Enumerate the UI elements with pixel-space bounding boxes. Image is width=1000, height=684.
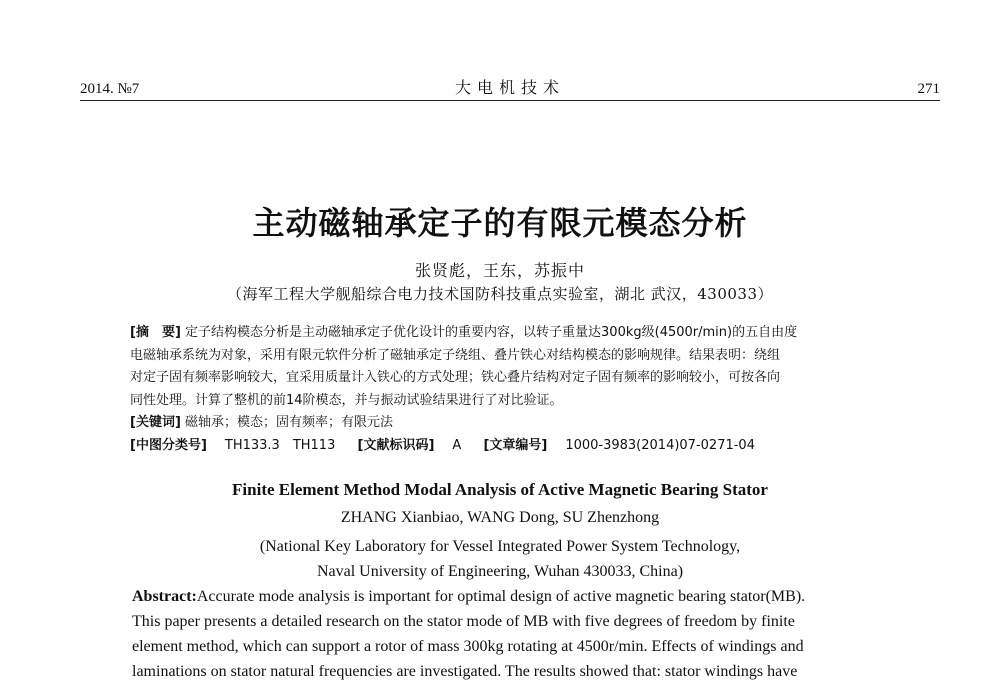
english-authors: ZHANG Xianbiao, WANG Dong, SU Zhenzhong xyxy=(340,509,660,526)
article-no-label: [文章编号] xyxy=(483,437,548,453)
english-abstract-block xyxy=(132,584,892,684)
abstract-line: 同性处理。计算了整机的前14阶模态，并与振动试验结果进行了对比验证。 xyxy=(130,392,563,408)
affiliation-line: (National Key Laboratory for Vessel Integrated Power System Technology, xyxy=(259,538,741,555)
abstract-text: 定子结构模态分析是主动磁轴承定子优化设计的重要内容，以转子重量达300kg级(4500r/min)的五自由度 xyxy=(185,325,798,340)
abstract-line: This paper presents a detailed research on the stator mode of MB with five degrees of freedom by finite xyxy=(132,613,795,630)
abstract-line: 电磁轴承系统为对象，采用有限元软件分析了磁轴承定子绕组、叠片铁心对结构模态的影响规律。结果表明：绕组 xyxy=(130,347,781,363)
paper-affiliation: （海军工程大学舰船综合电力技术国防科技重点实验室，湖北 武汉，430033） xyxy=(226,285,774,303)
classification-line xyxy=(130,435,892,458)
journal-name: 大电机技术 xyxy=(454,80,565,97)
english-affiliation xyxy=(0,534,1000,584)
running-header xyxy=(80,78,940,101)
keywords-line xyxy=(130,412,892,435)
abstract-text: Accurate mode analysis is important for optimal design of active magnetic bearing stator(MB). xyxy=(196,588,806,605)
article-no-value: 1000-3983(2014)07-0271-04 xyxy=(565,437,755,453)
clc-label: [中图分类号] xyxy=(130,437,207,453)
abstract-line xyxy=(132,584,892,609)
paper-authors: 张贤彪，王东，苏振中 xyxy=(414,261,585,280)
affiliation-line: Naval University of Engineering, Wuhan 430033, China) xyxy=(316,563,684,580)
chinese-abstract-block xyxy=(130,322,892,457)
abstract-line: laminations on stator natural frequencies are investigated. The results showed that: stator windings have xyxy=(132,663,798,680)
abstract-label: Abstract: xyxy=(132,588,197,605)
abstract-line xyxy=(130,322,892,345)
page-number: 271 xyxy=(917,81,940,97)
keywords-label: [关键词] xyxy=(130,415,181,430)
issue-number: 2014. №7 xyxy=(80,81,140,97)
english-title: Finite Element Method Modal Analysis of Active Magnetic Bearing Stator xyxy=(232,480,768,499)
paper-title: 主动磁轴承定子的有限元模态分析 xyxy=(252,204,748,242)
doc-code-value: A xyxy=(452,437,462,453)
abstract-line: element method, which can support a rotor of mass 300kg rotating at 4500r/min. Effects of windings and xyxy=(132,638,804,655)
doc-code-label: [文献标识码] xyxy=(357,437,435,453)
keywords-text: 磁轴承；模态；固有频率；有限元法 xyxy=(185,415,394,430)
abstract-label: [摘 要] xyxy=(130,325,181,340)
abstract-line: 对定子固有频率影响较大，宜采用质量计入铁心的方式处理；铁心叠片结构对定子固有频率的影响较小，可按各向 xyxy=(130,370,781,385)
clc-value: TH133.3 TH113 xyxy=(224,437,336,453)
